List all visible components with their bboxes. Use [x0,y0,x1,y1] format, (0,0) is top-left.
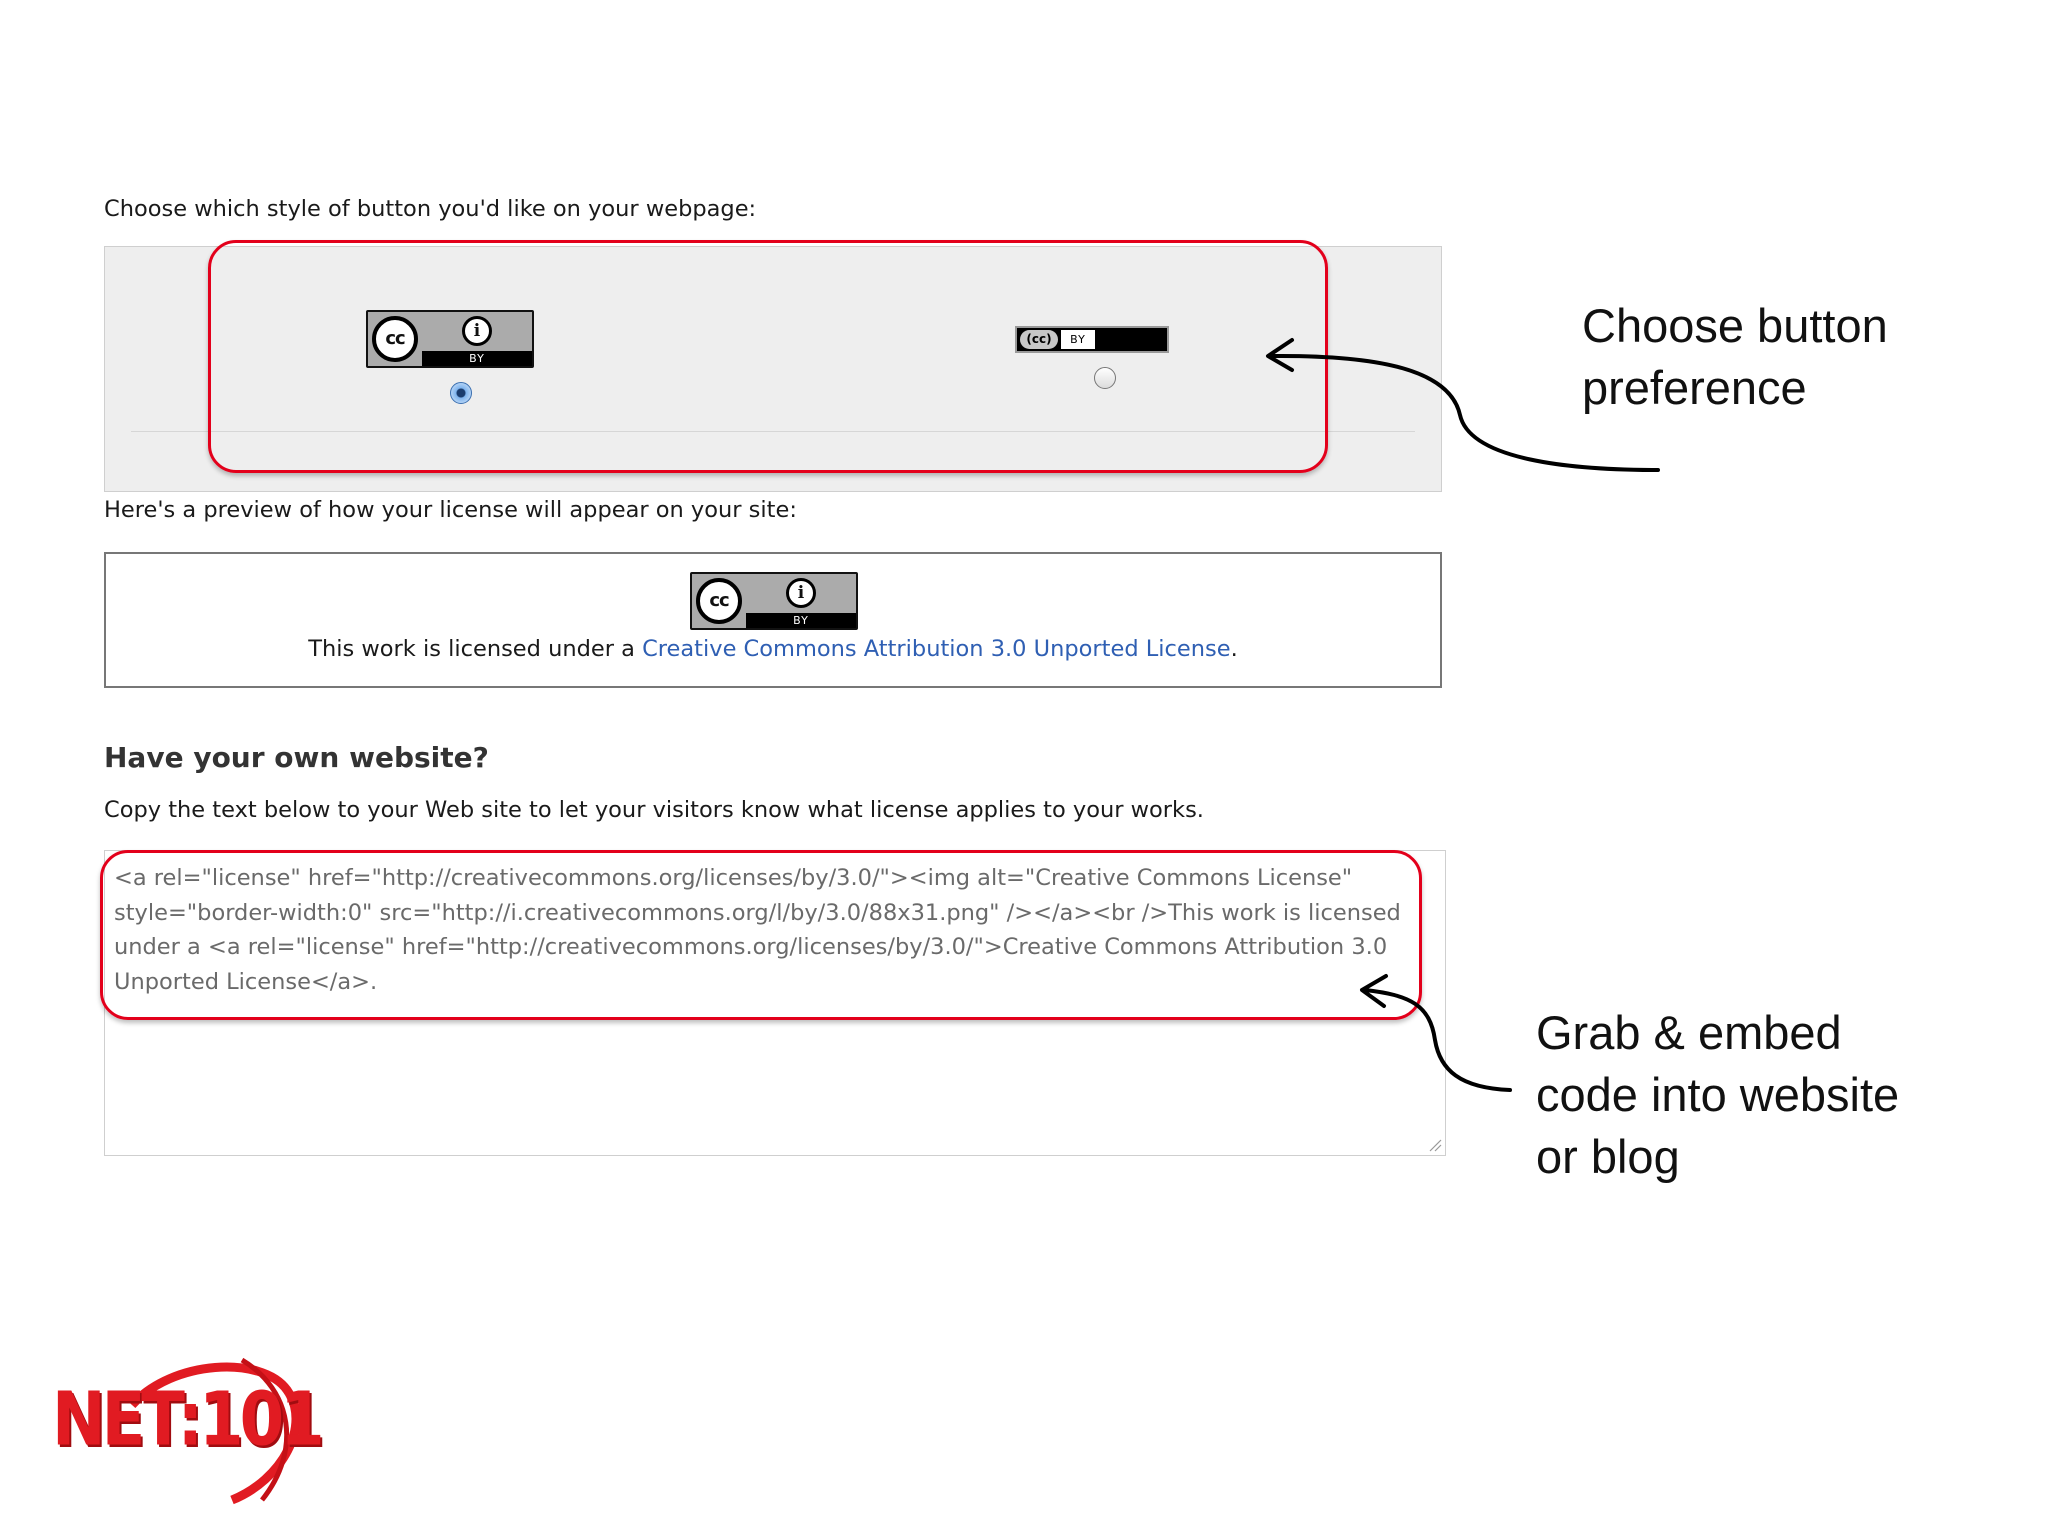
annotation-choose-button [1582,295,1888,419]
attribution-icon: i [462,316,492,346]
cc-icon: cc [696,578,742,624]
annotation-line: preference [1582,361,1807,414]
annotation-line: code into website [1536,1068,1900,1121]
annotation-line: or blog [1536,1130,1680,1183]
style-choice-highlight [208,240,1328,473]
attribution-icon: i [786,578,816,608]
by-label: BY [422,351,532,366]
license-link[interactable]: Creative Commons Attribution 3.0 Unported License [642,636,1231,662]
website-description: Copy the text below to your Web site to let your visitors know what license applies to your works. [104,797,1204,823]
annotation-grab-embed [1536,1002,1899,1188]
embed-code-highlight [100,850,1422,1020]
style-prompt: Choose which style of button you'd like on your webpage: [104,196,757,222]
by-label: BY [1061,330,1095,349]
license-statement-prefix: This work is licensed under a [308,636,643,662]
logo-text: NET:101 [52,1378,321,1464]
website-heading: Have your own website? [104,741,489,774]
cc-icon: (cc) [1020,330,1058,349]
annotation-line: Grab & embed [1536,1006,1842,1059]
resize-grip-icon[interactable] [1428,1138,1442,1152]
preview-prompt: Here's a preview of how your license will appear on your site: [104,497,797,523]
license-statement-suffix: . [1230,636,1238,662]
by-label: BY [746,613,856,628]
license-statement [106,636,1440,662]
net101-logo [52,1350,322,1510]
annotation-line: Choose button [1582,299,1888,352]
arrow-to-embed-code-icon [1340,960,1520,1110]
embed-code-text[interactable]: <a rel="license" href="http://creativecommons.org/licenses/by/3.0/"><img alt="Creative Commons License" style="border-width:0" src="http://i.creativecommons.org/l/by/3.0/88x31.png" /></a><br />This work is licensed under a <a rel="license" href="http://creativecommons.org/licenses/by/3.0/">Creative Commons Attribution 3.0 Unported License</a>. [114,865,1401,995]
license-preview-box [104,552,1442,688]
cc-icon: cc [372,316,418,362]
preview-cc-by-badge[interactable] [690,572,858,630]
